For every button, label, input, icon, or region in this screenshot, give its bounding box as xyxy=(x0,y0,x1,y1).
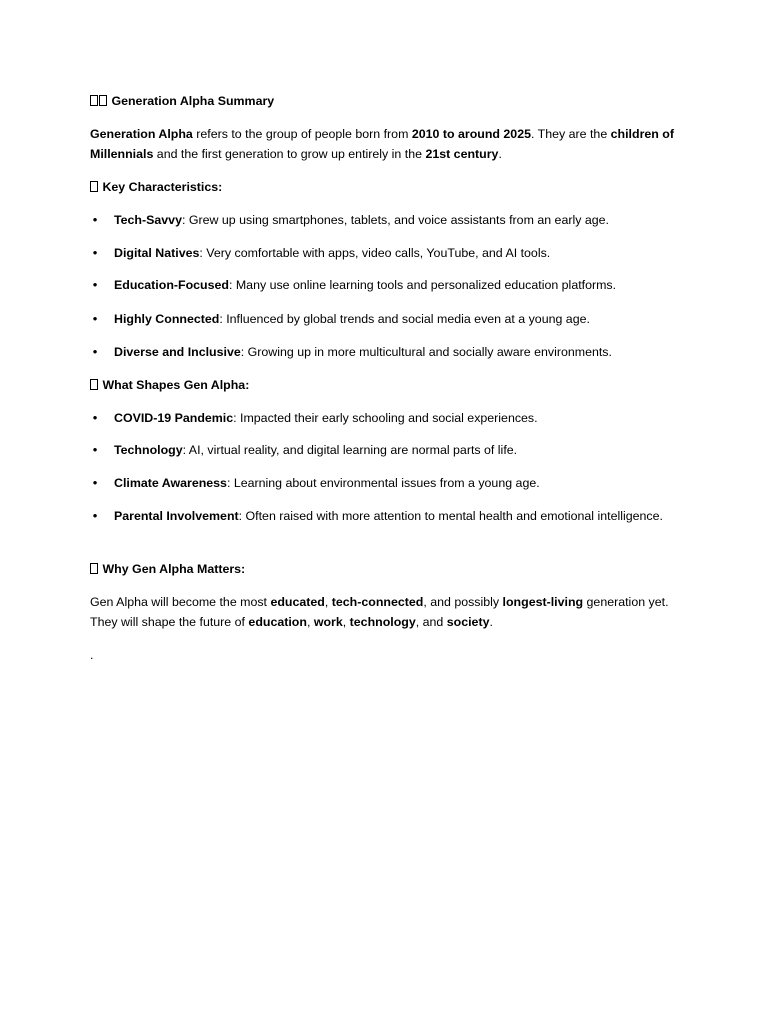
missing-glyph-icon xyxy=(90,379,98,390)
closing-text: , xyxy=(324,595,332,609)
closing-paragraph xyxy=(90,593,680,632)
missing-glyph-icon xyxy=(90,563,98,574)
bullet-icon: • xyxy=(92,476,98,490)
closing-text: Gen Alpha will become the most xyxy=(90,595,271,609)
list-item-desc: : Impacted their early schooling and social experiences. xyxy=(233,411,538,425)
closing-bold: technology xyxy=(349,614,416,629)
list-item-desc: : Influenced by global trends and social media even at a young age. xyxy=(219,312,590,326)
list-item xyxy=(92,441,680,461)
list-item xyxy=(92,409,680,429)
closing-bold: educated xyxy=(270,595,325,609)
section-title-why-matters xyxy=(90,560,680,580)
closing-bold: work xyxy=(313,614,343,629)
list-item-term: Technology xyxy=(114,443,183,457)
intro-text: . xyxy=(498,146,502,161)
section-title-key-characteristics xyxy=(90,178,680,198)
intro-years: 2010 to around 2025 xyxy=(411,127,531,141)
closing-text: , xyxy=(306,614,314,629)
bullet-icon: • xyxy=(92,411,98,425)
closing-text: , and xyxy=(415,614,447,629)
list-item xyxy=(92,474,680,494)
bullet-icon: • xyxy=(92,345,98,359)
list-item-term: Digital Natives xyxy=(114,246,200,260)
list-item-desc: : Learning about environmental issues from a young age. xyxy=(226,476,540,490)
bullet-icon: • xyxy=(92,509,98,523)
list-item-desc: : Many use online learning tools and personalized education platforms. xyxy=(228,278,617,292)
closing-text: generation yet. They will shape the future of xyxy=(90,595,669,629)
intro-century: 21st century xyxy=(425,146,499,161)
intro-text: and the first generation to grow up entirely in the xyxy=(153,146,426,161)
list-item-desc: : Often raised with more attention to mental health and emotional intelligence. xyxy=(238,509,663,523)
closing-bold: longest-living xyxy=(502,595,584,609)
bullet-icon: • xyxy=(92,246,98,260)
list-item xyxy=(92,343,680,363)
list-item-term: Tech-Savvy xyxy=(114,213,182,227)
bullet-icon: • xyxy=(92,278,98,292)
list-item xyxy=(92,276,680,296)
closing-bold: education xyxy=(248,614,307,629)
missing-glyph-icon xyxy=(99,95,107,106)
bullet-icon: • xyxy=(92,213,98,227)
list-item xyxy=(92,310,680,330)
section-title-text: What Shapes Gen Alpha: xyxy=(102,378,250,392)
closing-text: . xyxy=(489,614,493,629)
missing-glyph-icon xyxy=(90,95,98,106)
trailing-period: . xyxy=(90,648,94,662)
intro-text: . They are the xyxy=(530,127,611,141)
list-item-desc: : AI, virtual reality, and digital learning are normal parts of life. xyxy=(182,443,518,457)
list-item-term: Parental Involvement xyxy=(114,509,239,523)
list-item-term: Diverse and Inclusive xyxy=(114,345,241,359)
closing-bold: tech-connected xyxy=(331,595,424,609)
intro-text: refers to the group of people born from xyxy=(192,127,412,141)
list-item-desc: : Growing up in more multicultural and socially aware environments. xyxy=(240,345,612,359)
list-item-term: Highly Connected xyxy=(114,312,220,326)
intro-term: Generation Alpha xyxy=(90,127,193,141)
closing-text: , and possibly xyxy=(423,595,503,609)
list-item-desc: : Grew up using smartphones, tablets, and voice assistants from an early age. xyxy=(181,213,609,227)
list-item xyxy=(92,507,680,527)
closing-bold: society xyxy=(446,614,490,629)
list-item xyxy=(92,211,680,231)
intro-paragraph xyxy=(90,125,680,164)
section-title-what-shapes xyxy=(90,376,680,396)
closing-text: , xyxy=(342,614,350,629)
document-heading xyxy=(90,92,680,112)
bullet-icon: • xyxy=(92,312,98,326)
list-item-term: Education-Focused xyxy=(114,278,229,292)
section-title-text: Key Characteristics: xyxy=(102,180,223,194)
list-item-term: Climate Awareness xyxy=(114,476,227,490)
list-item-term: COVID-19 Pandemic xyxy=(114,411,234,425)
list-item-desc: : Very comfortable with apps, video calls, YouTube, and AI tools. xyxy=(199,246,551,260)
list-item xyxy=(92,244,680,264)
heading-text: Generation Alpha Summary xyxy=(111,94,275,108)
missing-glyph-icon xyxy=(90,181,98,192)
intro-parents: children of Millennials xyxy=(90,127,674,161)
bullet-icon: • xyxy=(92,443,98,457)
section-title-text: Why Gen Alpha Matters: xyxy=(102,562,246,576)
